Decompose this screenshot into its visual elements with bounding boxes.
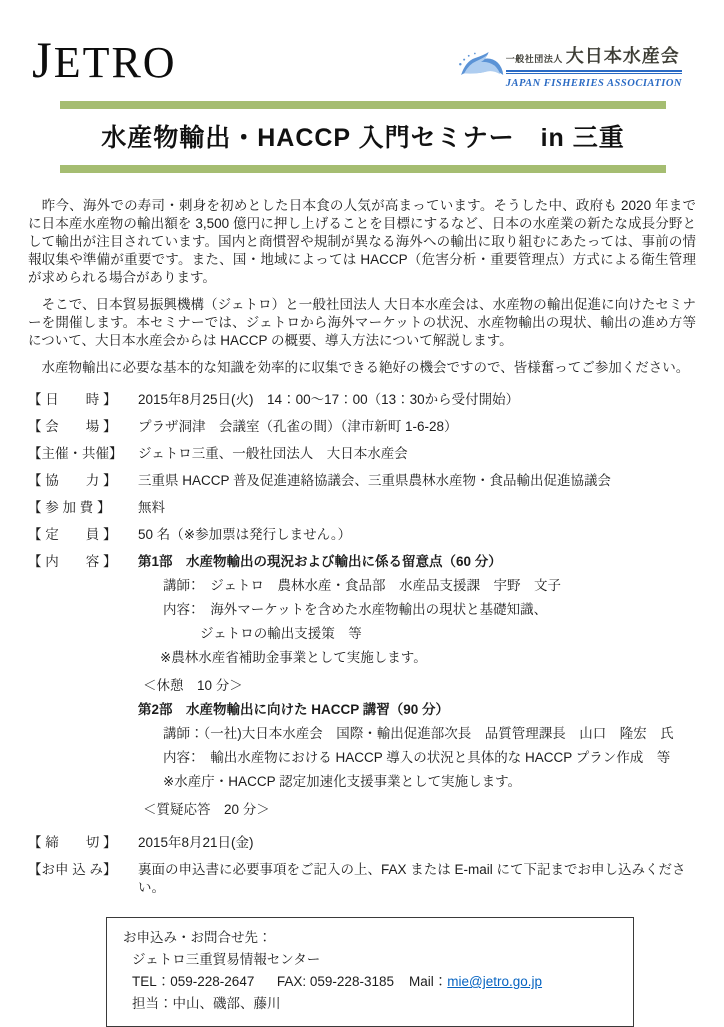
program-part2-content: 内容： 輸出水産物における HACCP 導入の状況と具体的な HACCP プラン作成 等: [163, 750, 671, 765]
intro-paragraph-1: 昨今、海外での寿司・刺身を初めとした日本食の人気が高まっています。そうした中、政府も 2020 年までに日本産水産物の輸出額を 3,500 億円に押し上げることを目標にするなど、日本の水産業の新たな成長分野として輸出が注目されています。国内と商慣習や規制が異なる海外への輸出に取り組むにあたっては、事前の情報収集や準備が重要です。また、国・地域によっては HACCP（危害分析・重要管理点）方式による衛生管理が求められる場合があります。: [28, 198, 696, 285]
jetro-logo: JETRO: [32, 32, 177, 88]
detail-label: 【 内 容 】: [28, 554, 117, 569]
program-part1-content-cont: ジェトロの輸出支援策 等: [200, 626, 362, 641]
seminar-title: 水産物輸出・HACCP 入門セミナー in 三重: [101, 124, 625, 152]
program-part2-note: ※水産庁・HACCP 認定加速化支援事業として実施します。: [163, 774, 521, 789]
detail-label: 【 協 力 】: [28, 473, 117, 488]
detail-row-organizer: [28, 445, 696, 463]
detail-row-capacity: [28, 526, 696, 544]
detail-row-fee: [28, 499, 696, 517]
association-org-name: 大日本水産会: [565, 46, 680, 66]
wave-icon: [458, 50, 504, 85]
detail-value: 2015年8月25日(火) 14：00～17：00（13：30から受付開始）: [138, 392, 520, 407]
detail-value: 50 名（※参加票は発行しません。）: [138, 527, 352, 542]
contact-mail-label: Mail：: [409, 974, 448, 989]
contact-box: [106, 917, 634, 1027]
contact-tel: TEL：059-228-2647: [132, 974, 255, 989]
detail-row-deadline: [28, 834, 696, 852]
contact-center-name: ジェトロ三重貿易情報センター: [132, 952, 321, 967]
details-list: [28, 391, 696, 897]
detail-value: プラザ洞津 会議室（孔雀の間）（津市新町 1-6-28）: [138, 419, 458, 434]
contact-staff: 担当：中山、磯部、藤川: [132, 996, 281, 1011]
program-break-qa: ＜質疑応答 20 分＞: [143, 802, 270, 817]
detail-label: 【 日 時 】: [28, 392, 117, 407]
detail-row-contents: [28, 553, 696, 825]
detail-label: 【 定 員 】: [28, 527, 117, 542]
detail-label: 【 会 場 】: [28, 419, 117, 434]
program-part2-lecturer: 講師：（一社)大日本水産会 国際・輸出促進部次長 品質管理課長 山口 隆宏 氏: [163, 726, 674, 741]
program-part2-heading: 第2部 水産物輸出に向けた HACCP 講習（90 分）: [138, 702, 450, 717]
program-part1-note: ※農林水産省補助金事業として実施します。: [160, 650, 427, 665]
association-org-type: 一般社団法人: [505, 54, 563, 64]
detail-value: 無料: [138, 500, 165, 515]
program-part1-content: 内容： 海外マーケットを含めた水産物輸出の現状と基礎知識、: [163, 602, 548, 617]
detail-row-apply: [28, 861, 696, 897]
detail-label: 【 締 切 】: [28, 835, 117, 850]
spacer: [398, 974, 406, 989]
title-banner: [60, 101, 666, 173]
contact-tel-fax-mail-line: [132, 971, 619, 993]
detail-label: 【主催・共催】: [28, 446, 123, 461]
intro-paragraph-2: そこで、日本貿易振興機構（ジェトロ）と一般社団法人 大日本水産会は、水産物の輸出促進に向けたセミナーを開催します。本セミナーでは、ジェトロから海外マーケットの状況、水産物輸出の現状、輸出の進め方等について、大日本水産会からは HACCP の概要、導入方法について解説します。: [28, 297, 696, 348]
detail-row-cooperation: [28, 472, 696, 490]
fisheries-association-logo: [458, 42, 682, 89]
association-underline: [506, 70, 682, 74]
program-part1-heading: 第1部 水産物輸出の現況および輸出に係る留意点（60 分）: [138, 554, 502, 569]
spacer: [258, 974, 273, 989]
detail-value: 裏面の申込書に必要事項をご記入の上、FAX または E-mail にて下記までお申し込みください。: [138, 862, 686, 895]
program-part1-lecturer: 講師： ジェトロ 農林水産・食品部 水産品支援課 宇野 文子: [163, 578, 561, 593]
program-break-rest: ＜休憩 10 分＞: [143, 678, 243, 693]
detail-value: ジェトロ三重、一般社団法人 大日本水産会: [138, 446, 408, 461]
contact-fax: FAX: 059-228-3185: [276, 974, 394, 989]
detail-value: 三重県 HACCP 普及促進連絡協議会、三重県農林水産物・食品輸出促進協議会: [138, 473, 612, 488]
association-text-block: [506, 42, 682, 89]
intro-section: [28, 197, 696, 377]
header: [28, 34, 696, 89]
detail-label: 【お申 込 み】: [28, 862, 117, 877]
contact-heading: お申込み・お問合せ先：: [123, 930, 272, 945]
mail-link[interactable]: mie@jetro.go.jp: [447, 974, 543, 989]
detail-label: 【 参 加 費 】: [28, 500, 111, 515]
detail-row-date: [28, 391, 696, 409]
detail-row-venue: [28, 418, 696, 436]
detail-value: 2015年8月21日(金): [138, 835, 254, 850]
program-block: [138, 553, 696, 825]
intro-paragraph-3: 水産物輸出に必要な基本的な知識を効率的に収集できる絶好の機会ですので、皆様奮ってご参加ください。: [28, 360, 690, 375]
association-name-english: JAPAN FISHERIES ASSOCIATION: [505, 78, 682, 89]
